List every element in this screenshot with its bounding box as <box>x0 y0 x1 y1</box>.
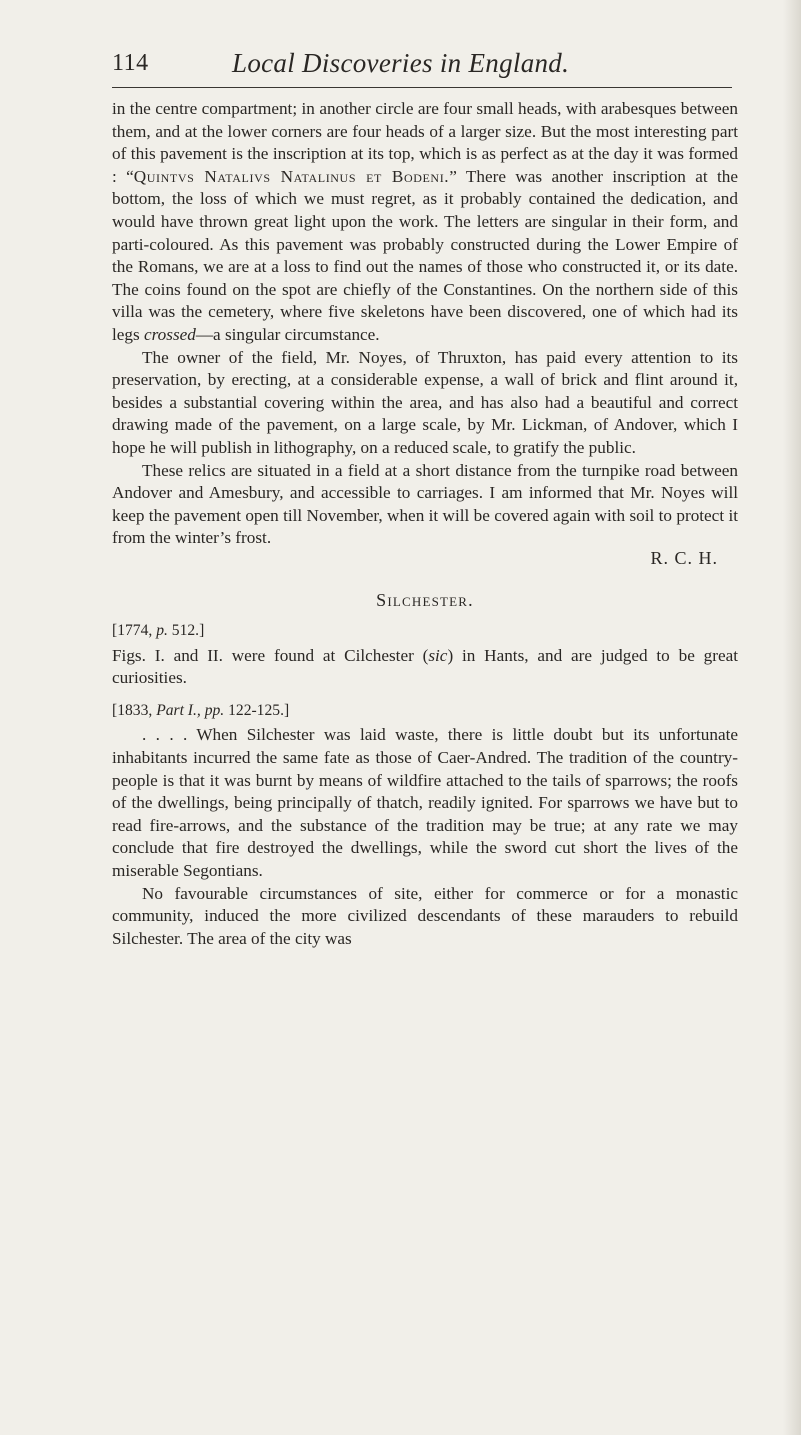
page-edge-shadow <box>783 0 801 1435</box>
paragraph-silchester-area: No favourable circumstances of site, either for commerce or for a monastic community, induced the more civilized descendants of these marauders to rebuild Silchester. The area of the city was <box>112 883 738 948</box>
signature: R. C. H. <box>650 547 718 568</box>
paragraph-owner: The owner of the field, Mr. Noyes, of Thruxton, has paid every attention to its preservation, by erecting, at a considerable expense, a wall of brick and flint around it, besides a substantial covering within the area, and has also had a beautiful and correct drawing made of the pavement, on a large scale, by Mr. Lickman, of Andover, which I hope he will publish in lithography, on a reduced scale, to gratify the public. <box>112 347 738 457</box>
paragraph-location: These relics are situated in a field at a short distance from the turnpike road between Andover and Amesbury, and accessible to carriages. I am informed that Mr. Noyes will keep the pavement open till November, when it will be covered again with soil to protect it from the winter’s frost. <box>112 460 738 548</box>
inscription-text: Quintvs Natalivs Natalinus et Bodeni. <box>133 166 450 186</box>
body-text <box>112 82 738 950</box>
running-title: Local Discoveries in England. <box>232 48 570 78</box>
paragraph-silchester-fate: . . . . When Silchester was laid waste, there is little doubt but its unfortunate inhabitants incurred the same fate as those of Caer-Andred. The tradition of the country-people is that it was burnt by means of wildfire attached to the tails of sparrows; the roofs of the dwellings, being principally of thatch, readily ignited. For sparrows we have but to read fire-arrows, and the substance of the tradition may be true; at any rate we may conclude that fire destroyed the dwellings, while the sword cut short the lives of the miserable Segontians. <box>112 725 738 880</box>
italic-crossed: crossed <box>143 324 196 344</box>
paragraph-pavement-description: in the centre compartment; in another circle are four small heads, with arabesques between them, and at the lower corners are four heads of a larger size. But the most interesting part of this pavement is the inscription at its top, which is as perfect as at the day it was formed : “Quintvs Natalivs Natalinus et Bodeni.” There was another inscription at the bottom, the loss of which we must regret, as it probably contained the dedication, and would have thrown great light upon the work. The letters are singular in their form, and parti-coloured. As this pavement was probably constructed during the Lower Empire of the Romans, we are at a loss to find out the names of those who constructed it, or its date. The coins found on the spot are chiefly of the Constantines. On the northern side of this villa was the cemetery, where five skeletons have been discovered, one of which had its legs crossed—a singular circumstance. <box>112 99 739 344</box>
page-number: 114 <box>112 50 149 76</box>
paragraph-figs: Figs. I. and II. were found at Cilchester (sic) in Hants, and are judged to be great curiosities. <box>112 645 738 688</box>
section-heading-silchester: Silchester. <box>376 590 474 611</box>
reference-1774: [1774, p. 512.] <box>112 622 205 640</box>
reference-1833: [1833, Part I., pp. 122-125.] <box>112 701 290 719</box>
